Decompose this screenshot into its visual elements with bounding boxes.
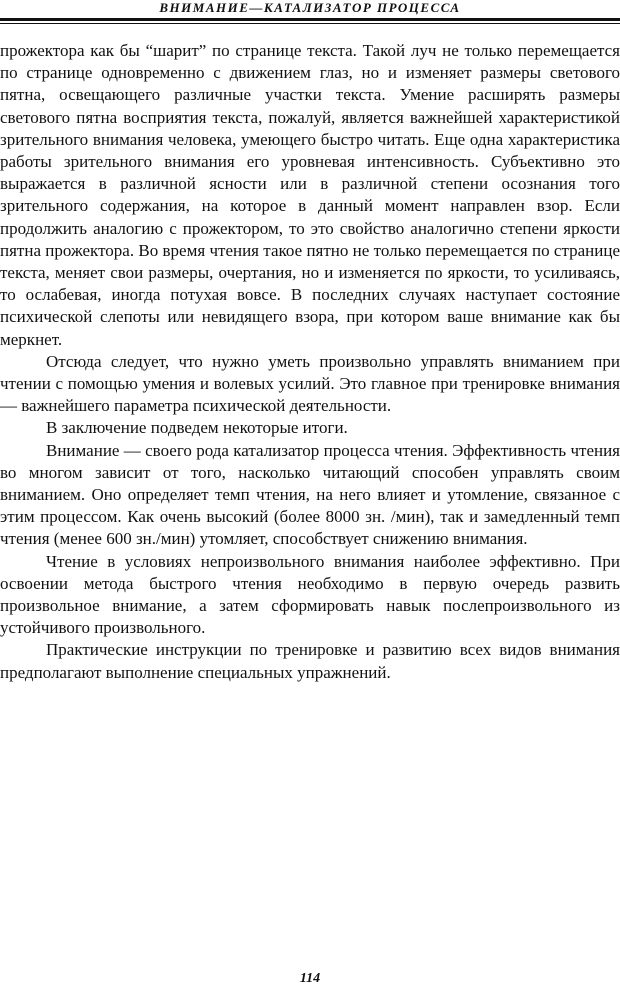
page-body xyxy=(0,40,620,684)
header-rule-thick xyxy=(0,18,620,21)
paragraph-continued: прожектора как бы “шарит” по странице текста. Такой луч не только перемещается по странице одновременно с движением глаз, но и изменяет размеры светового пятна, освещающего различные участки текста. Умение расширять размеры светового пятна восприятия текста, пожалуй, является важнейшей характеристикой зрительного внимания человека, умеющего быстро читать. Еще одна характеристика работы зрительного внимания его уровневая интенсивность. Субъективно это выражается в различной ясности или в различной степени осознания того зрительного содержания, на которое в данный момент направлен взор. Если продолжить аналогию с прожектором, то это свойство аналогично степени яркости пятна прожектора. Во время чтения такое пятно не только перемещается по странице текста, меняет свои размеры, очертания, но и изменяется по яркости, то усиливаясь, то ослабевая, иногда потухая вовсе. В последних случаях наступает состояние психической слепоты или невидящего взора, при котором ваше внимание как бы меркнет. xyxy=(0,41,620,349)
paragraph: Внимание — своего рода катализатор процесса чтения. Эффективность чтения во многом зависит от того, насколько читающий способен управлять своим вниманием. Оно определяет темп чтения, на него влияет и утомление, связанное с этим процессом. Как очень высокий (более 8000 зн. /мин), так и замедленный темп чтения (менее 600 зн./мин) утомляет, способствует снижению внимания. xyxy=(0,440,620,549)
paragraph: Практические инструкции по тренировке и развитию всех видов внимания предполагают выполнение специальных упражнений. xyxy=(0,640,620,682)
paragraph: Отсюда следует, что нужно уметь произвольно управлять вниманием при чтении с помощью умения и волевых усилий. Это главное при тренировке внимания — важнейшего параметра психической деятельности. xyxy=(0,351,620,416)
paragraph: В заключение подведем некоторые итоги. xyxy=(46,418,348,438)
header-rule-thin xyxy=(0,23,620,24)
running-header: ВНИМАНИЕ—КАТАЛИЗАТОР ПРОЦЕССА xyxy=(159,0,461,15)
paragraph: Чтение в условиях непроизвольного внимания наиболее эффективно. При освоении метода быстрого чтения необходимо в первую очередь развить произвольное внимание, а затем сформировать навык послепроизвольного из устойчивого произвольного. xyxy=(0,551,620,638)
page-number: 114 xyxy=(299,971,321,986)
